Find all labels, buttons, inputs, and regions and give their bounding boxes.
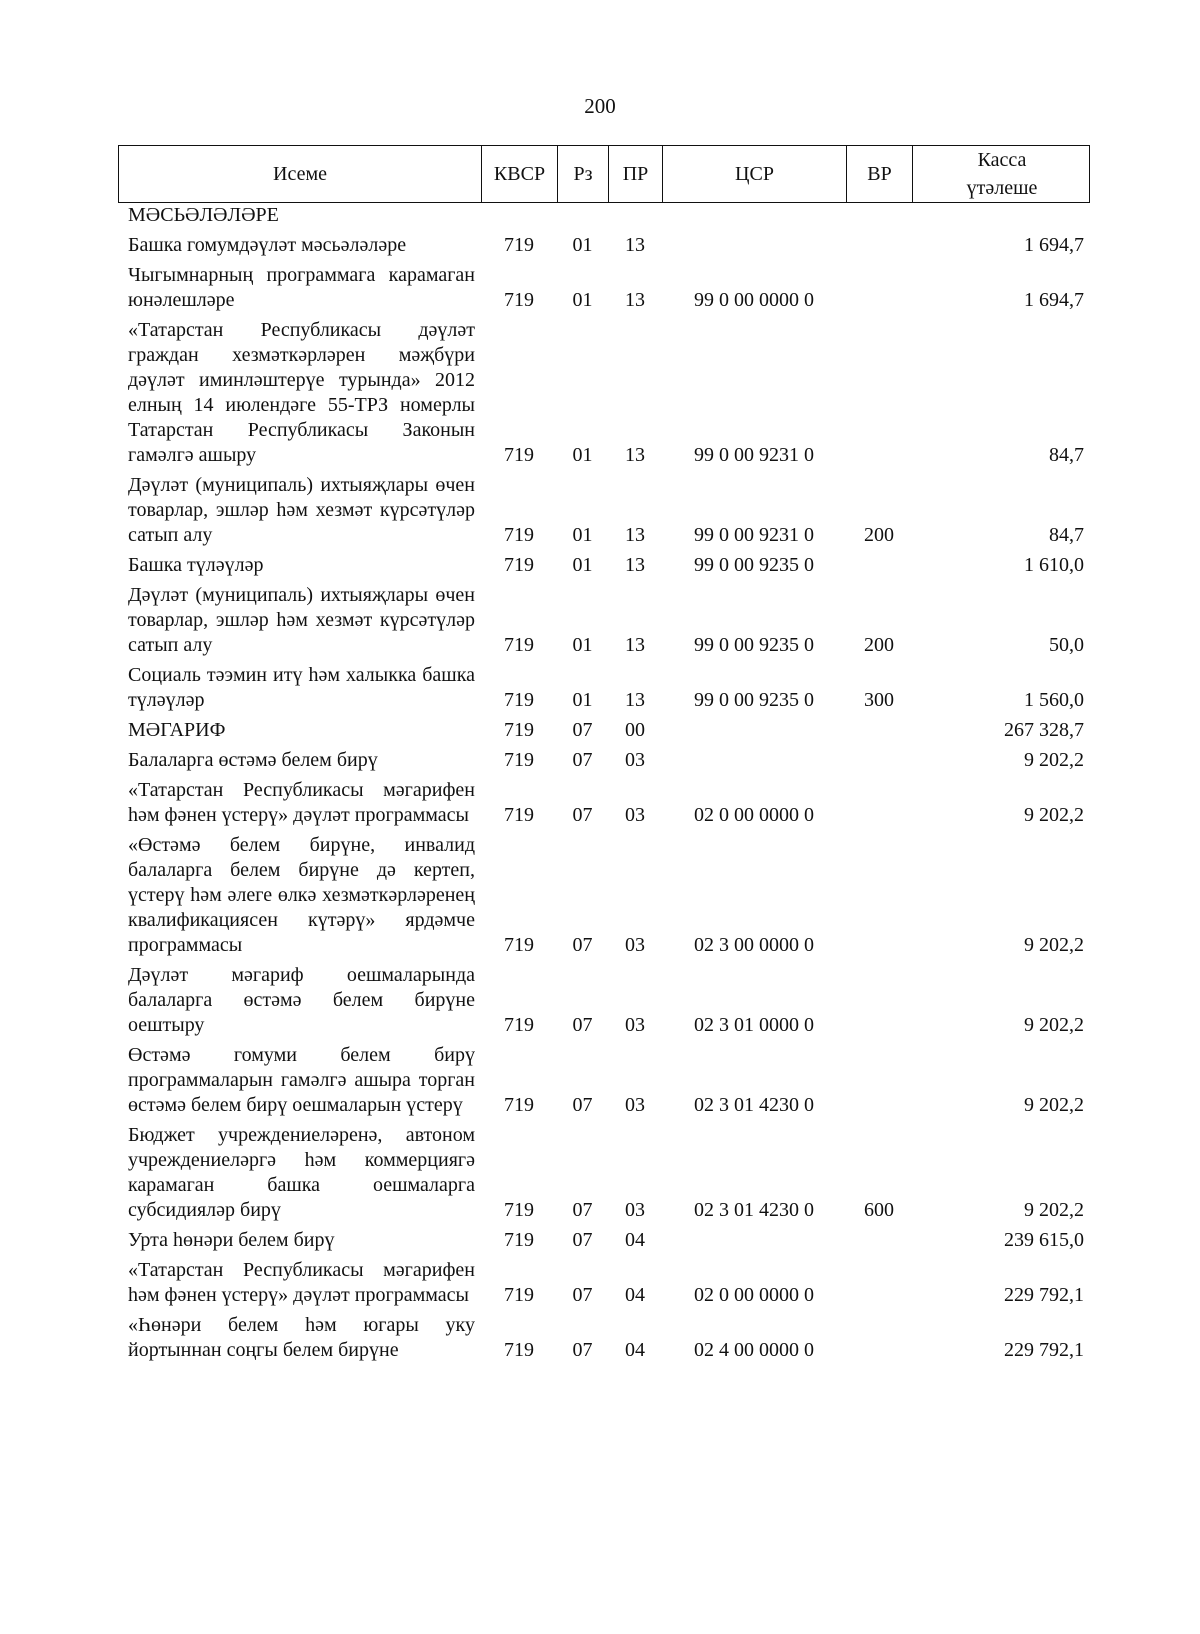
table-row [118, 473, 1090, 548]
cell-pr: 03 [625, 1094, 645, 1116]
cell-name: Өстәмә гомуми белем бирү программаларын гамәлгә ашыра торган өстәмә белем бирү оешмаларын үстерү [128, 1044, 475, 1116]
cell-pr: 03 [625, 1199, 645, 1221]
cell-amount: 9 202,2 [1024, 1014, 1084, 1036]
cell-amount: 1 610,0 [1024, 554, 1084, 576]
cell-name: Балаларга өстәмә белем бирү [128, 749, 378, 771]
cell-kvsr: 719 [504, 289, 534, 311]
cell-pr: 03 [625, 1014, 645, 1036]
table-row [118, 583, 1090, 658]
table-row [118, 263, 1090, 313]
cell-rz: 07 [572, 1229, 593, 1251]
table-row [118, 963, 1090, 1038]
cell-name: Дәүләт мәгариф оешмаларында балаларга өстәмә белем бирүне оештыру [128, 964, 475, 1036]
cell-rz: 07 [572, 1014, 593, 1036]
cell-amount: 1 694,7 [1024, 289, 1084, 311]
cell-amount: 1 560,0 [1024, 689, 1084, 711]
table-row [118, 778, 1090, 828]
cell-name: «Татарстан Республикасы мәгарифен һәм фәнен үстерү» дәүләт программасы [128, 779, 475, 826]
cell-name: Бюджет учреждениеләренә, автоном учреждениеләргә һәм коммерциягә карамаган башка оешмаларга субсидияләр бирү [128, 1124, 475, 1221]
cell-name: Социаль тәэмин итү һәм халыкка башка түләүләр [128, 664, 475, 711]
cell-rz: 01 [572, 289, 593, 311]
cell-pr: 13 [625, 634, 645, 656]
cell-csr: 02 3 01 4230 0 [694, 1094, 814, 1116]
header-vr: ВР [847, 146, 913, 202]
cell-pr: 13 [625, 289, 645, 311]
cell-vr: 200 [864, 524, 894, 546]
cell-amount: 84,7 [1049, 444, 1084, 466]
cell-kvsr: 719 [504, 554, 534, 576]
cell-kvsr: 719 [504, 1014, 534, 1036]
cell-csr: 02 3 00 0000 0 [694, 934, 814, 956]
cell-pr: 13 [625, 234, 645, 256]
cell-name: Урта һөнәри белем бирү [128, 1229, 335, 1251]
cell-name: МӘСЬӘЛӘЛӘРЕ [128, 204, 279, 226]
cell-kvsr: 719 [504, 1339, 534, 1361]
cell-pr: 04 [625, 1229, 645, 1251]
table-row [118, 203, 1090, 228]
header-amount-line2: үтәлеше [966, 177, 1038, 199]
cell-vr: 300 [864, 689, 894, 711]
cell-kvsr: 719 [504, 719, 534, 741]
cell-pr: 13 [625, 554, 645, 576]
budget-table [118, 145, 1090, 1363]
header-rz: Рз [558, 146, 609, 202]
cell-amount: 9 202,2 [1024, 804, 1084, 826]
cell-amount: 229 792,1 [1004, 1284, 1084, 1306]
cell-csr: 02 3 01 0000 0 [694, 1014, 814, 1036]
cell-pr: 04 [625, 1284, 645, 1306]
table-body [118, 203, 1090, 1363]
cell-pr: 04 [625, 1339, 645, 1361]
cell-rz: 07 [572, 804, 593, 826]
cell-amount: 267 328,7 [1004, 719, 1084, 741]
cell-amount: 9 202,2 [1024, 1199, 1084, 1221]
cell-kvsr: 719 [504, 1229, 534, 1251]
cell-name: Чыгымнарның программага карамаган юнәлешләре [128, 264, 475, 311]
table-row [118, 233, 1090, 258]
cell-vr: 600 [864, 1199, 894, 1221]
table-row [118, 1043, 1090, 1118]
cell-kvsr: 719 [504, 689, 534, 711]
cell-name: Дәүләт (муниципаль) ихтыяҗлары өчен товарлар, эшләр һәм хезмәт күрсәтүләр сатып алу [128, 474, 475, 546]
header-csr: ЦСР [663, 146, 847, 202]
cell-pr: 13 [625, 524, 645, 546]
cell-kvsr: 719 [504, 524, 534, 546]
cell-pr: 03 [625, 934, 645, 956]
cell-amount: 9 202,2 [1024, 1094, 1084, 1116]
cell-kvsr: 719 [504, 934, 534, 956]
cell-name: «Татарстан Республикасы дәүләт граждан хезмәткәрләрен мәҗбүри дәүләт иминләштерүе турында» 2012 елның 14 июлендәге 55-ТРЗ номерлы Татарстан Республикасы Законын гамәлгә ашыру [128, 319, 475, 466]
cell-kvsr: 719 [504, 1284, 534, 1306]
page-number: 200 [584, 94, 616, 118]
table-row [118, 1123, 1090, 1223]
cell-rz: 01 [572, 524, 593, 546]
cell-csr: 02 3 01 4230 0 [694, 1199, 814, 1221]
cell-amount: 239 615,0 [1004, 1229, 1084, 1251]
table-row [118, 663, 1090, 713]
cell-pr: 03 [625, 804, 645, 826]
cell-rz: 07 [572, 1339, 593, 1361]
cell-rz: 01 [572, 689, 593, 711]
cell-kvsr: 719 [504, 634, 534, 656]
cell-csr: 99 0 00 9235 0 [694, 689, 814, 711]
header-amount [913, 146, 1091, 202]
cell-csr: 99 0 00 9235 0 [694, 554, 814, 576]
cell-name: «Өстәмә белем бирүне, инвалид балаларга белем бирүне дә кертеп, үстерү һәм әлеге өлкә хезмәткәрләренең квалификациясен күтәрү» ярдәмче программасы [128, 834, 475, 956]
cell-csr: 99 0 00 9235 0 [694, 634, 814, 656]
cell-name: «Һөнәри белем һәм югары уку йортыннан соңгы белем бирүне [128, 1314, 475, 1361]
cell-rz: 07 [572, 934, 593, 956]
cell-amount: 1 694,7 [1024, 234, 1084, 256]
header-name: Исеме [119, 146, 482, 202]
cell-csr: 99 0 00 9231 0 [694, 524, 814, 546]
cell-amount: 229 792,1 [1004, 1339, 1084, 1361]
cell-rz: 07 [572, 749, 593, 771]
header-amount-line1: Касса [977, 149, 1027, 171]
cell-amount: 84,7 [1049, 524, 1084, 546]
cell-rz: 07 [572, 1094, 593, 1116]
cell-name: «Татарстан Республикасы мәгарифен һәм фәнен үстерү» дәүләт программасы [128, 1259, 475, 1306]
table-row [118, 318, 1090, 468]
table-header [118, 145, 1090, 203]
cell-kvsr: 719 [504, 804, 534, 826]
cell-kvsr: 719 [504, 234, 534, 256]
cell-kvsr: 719 [504, 1094, 534, 1116]
cell-rz: 07 [572, 1199, 593, 1221]
cell-pr: 03 [625, 749, 645, 771]
table-row [118, 833, 1090, 958]
table-row [118, 553, 1090, 578]
cell-rz: 01 [572, 634, 593, 656]
cell-kvsr: 719 [504, 444, 534, 466]
header-pr: ПР [609, 146, 663, 202]
cell-amount: 50,0 [1049, 634, 1084, 656]
table-row [118, 748, 1090, 773]
cell-kvsr: 719 [504, 749, 534, 771]
table-row [118, 1258, 1090, 1308]
cell-pr: 13 [625, 689, 645, 711]
cell-csr: 02 0 00 0000 0 [694, 804, 814, 826]
cell-name: МӘГАРИФ [128, 719, 226, 741]
cell-csr: 02 4 00 0000 0 [694, 1339, 814, 1361]
cell-rz: 01 [572, 234, 593, 256]
cell-csr: 99 0 00 9231 0 [694, 444, 814, 466]
cell-pr: 13 [625, 444, 645, 466]
cell-rz: 07 [572, 1284, 593, 1306]
cell-rz: 01 [572, 554, 593, 576]
cell-rz: 01 [572, 444, 593, 466]
cell-name: Башка гомумдәүләт мәсьәләләре [128, 234, 407, 256]
table-row [118, 1313, 1090, 1363]
cell-name: Дәүләт (муниципаль) ихтыяҗлары өчен товарлар, эшләр һәм хезмәт күрсәтүләр сатып алу [128, 584, 475, 656]
table-row [118, 1228, 1090, 1253]
cell-pr: 00 [625, 719, 645, 741]
cell-csr: 99 0 00 0000 0 [694, 289, 814, 311]
cell-vr: 200 [864, 634, 894, 656]
cell-amount: 9 202,2 [1024, 934, 1084, 956]
cell-rz: 07 [572, 719, 593, 741]
cell-csr: 02 0 00 0000 0 [694, 1284, 814, 1306]
table-row [118, 718, 1090, 743]
cell-amount: 9 202,2 [1024, 749, 1084, 771]
cell-kvsr: 719 [504, 1199, 534, 1221]
header-kvsr: КВСР [482, 146, 558, 202]
cell-name: Башка түләүләр [128, 554, 264, 576]
